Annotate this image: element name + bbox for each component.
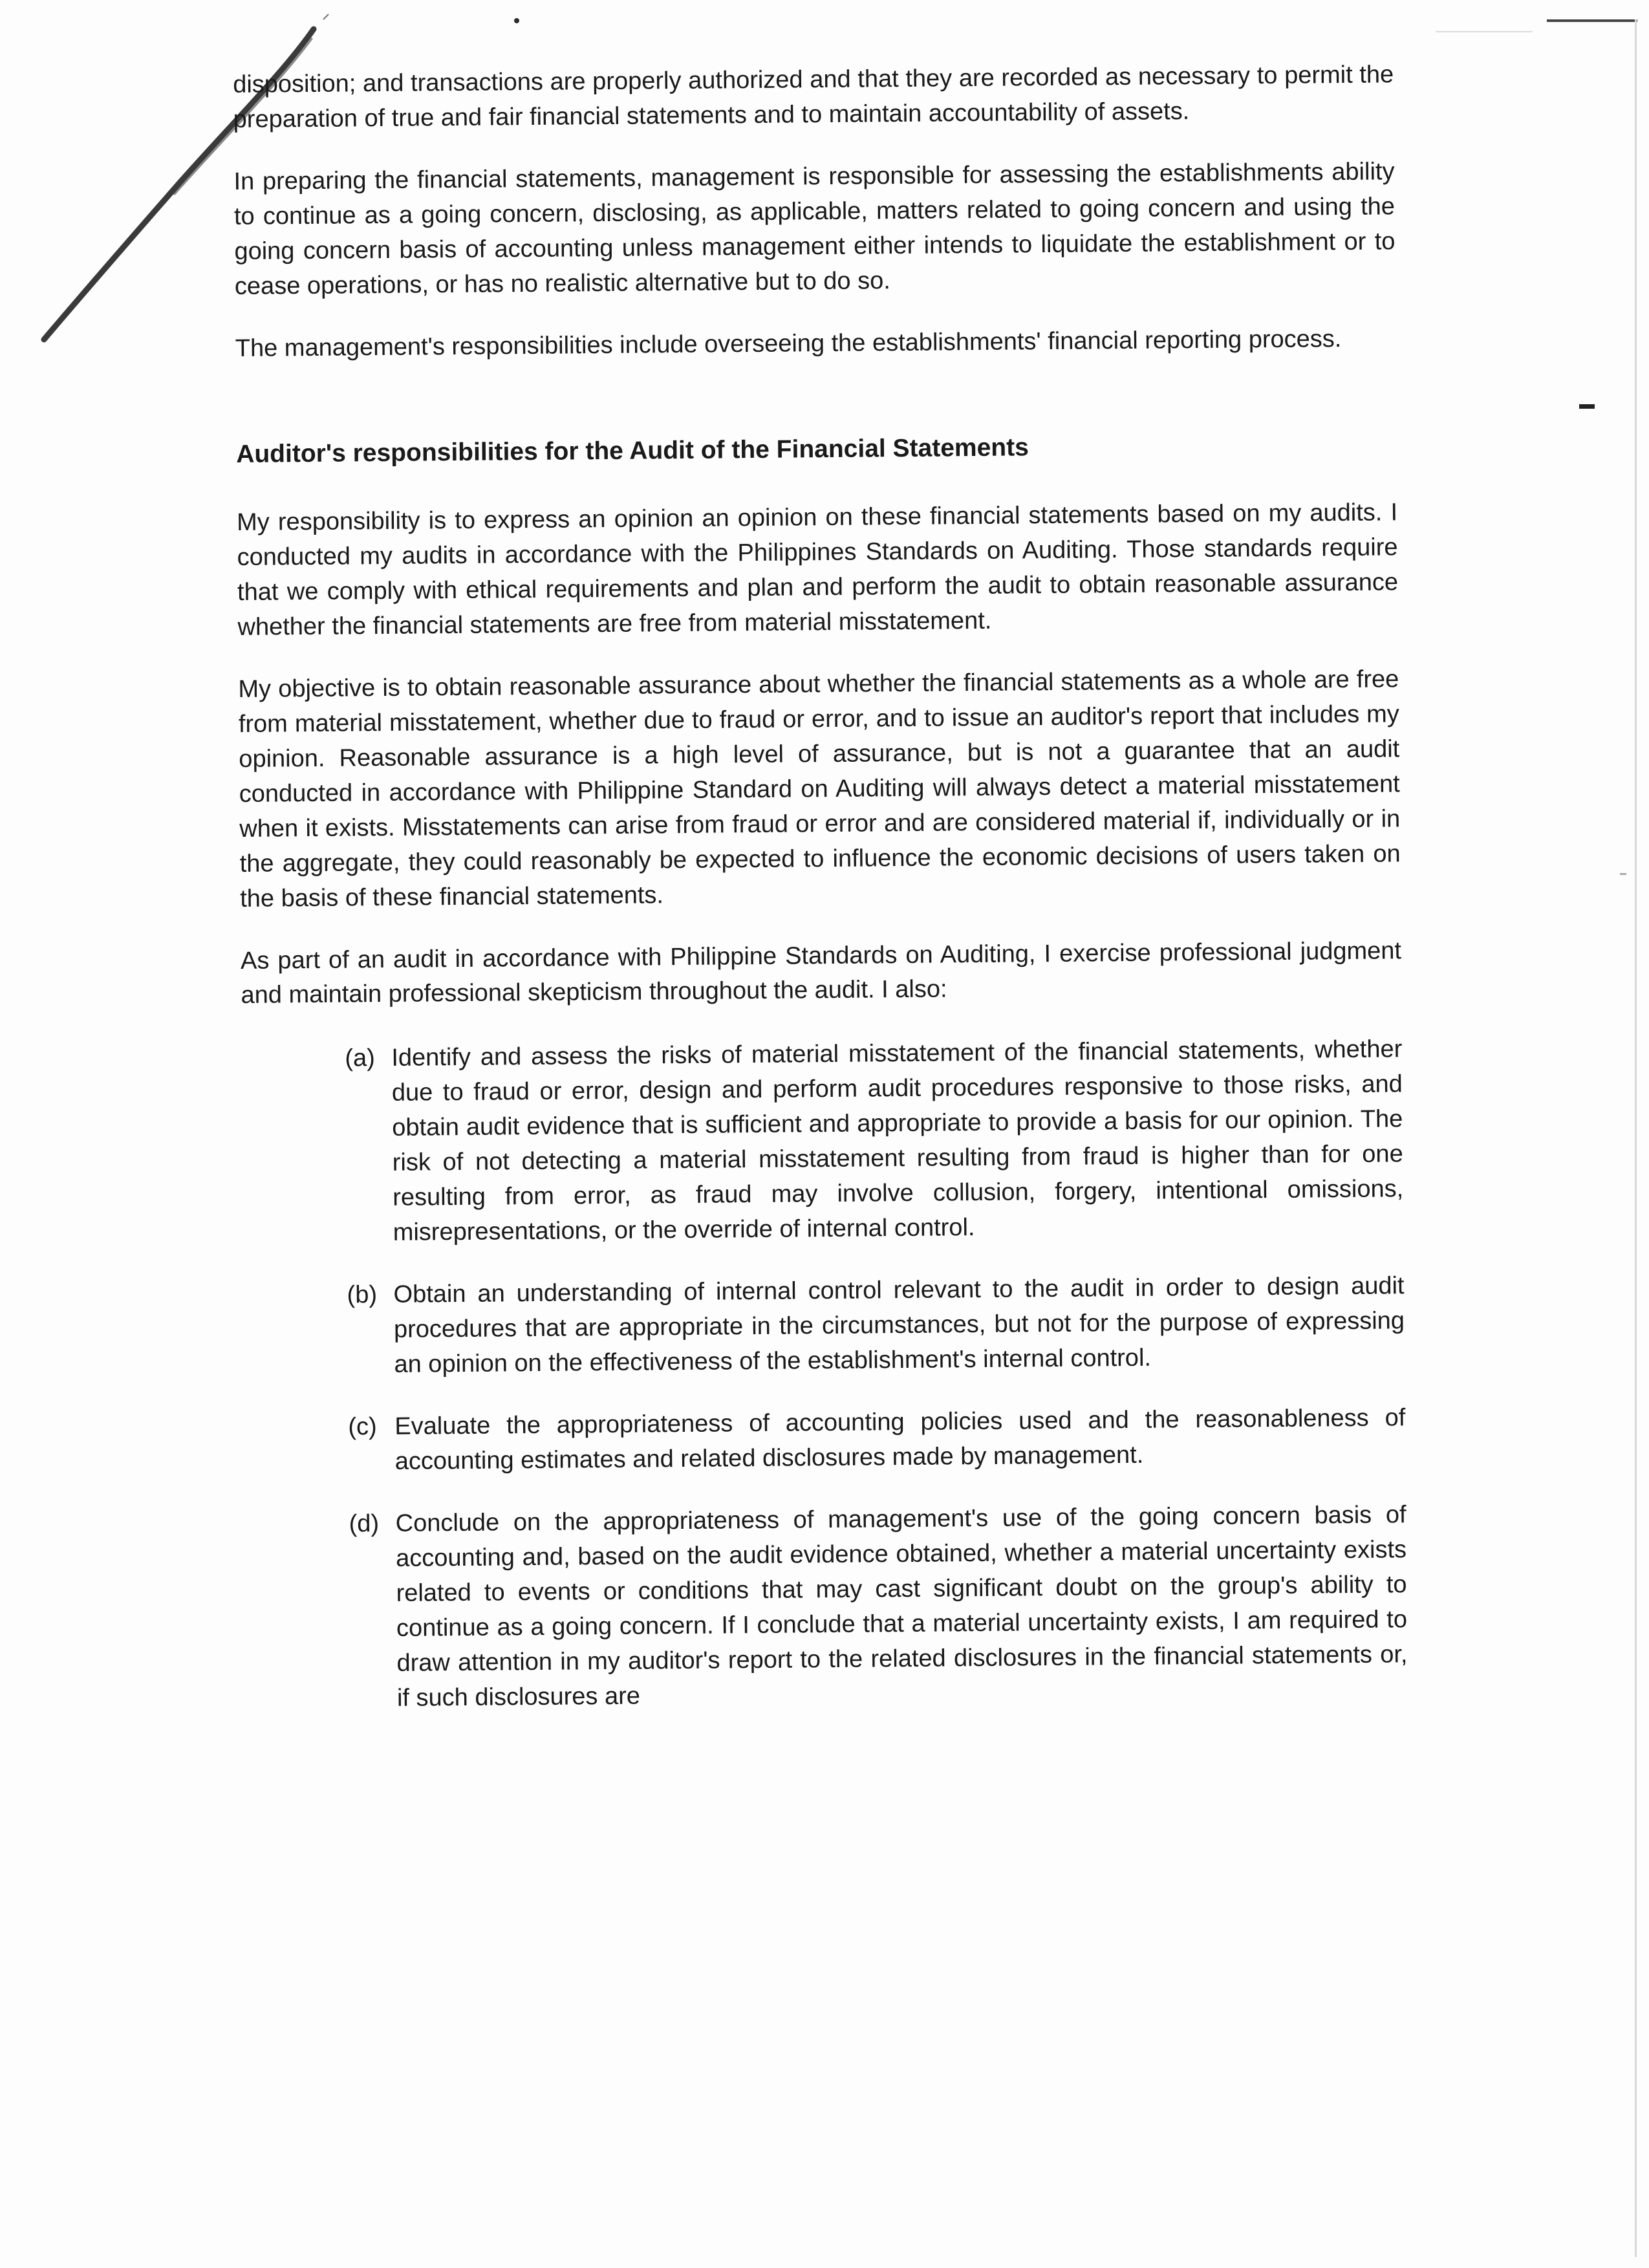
list-item-text: Obtain an understanding of internal control relevant to the audit in order to design audit procedures that are appropriate in the circumstances, but not for the purpose of expressing an opinion on the effectiveness of the establishment's internal control. — [393, 1272, 1405, 1378]
list-item-text: Conclude on the appropriateness of management's use of the going concern basis of accounting and, based on the audit evidence obtained, whether a material uncertainty exists related to events or conditions that may cast significant doubt on the group's ability to continue as a going concern. If I conclude that a material uncertainty exists, I am required to draw attention in my auditor's report to the related disclosures in the financial statements or, if such disclosures are — [395, 1501, 1408, 1712]
section-heading: Auditor's responsibilities for the Audit of the Financial Statements — [236, 433, 1029, 468]
list-item — [347, 1269, 1405, 1383]
paragraph-disposition: disposition; and transactions are properly authorized and that they are recorded as necessary to permit the preparation of true and fair financial statements and to maintain accountability of assets. — [233, 61, 1394, 133]
list-marker: (d) — [349, 1510, 380, 1538]
document-body — [233, 58, 1408, 1744]
list-item — [345, 1033, 1404, 1251]
audit-steps-list — [241, 1033, 1408, 1718]
list-item — [349, 1498, 1408, 1716]
paragraph-objective: My objective is to obtain reasonable assurance about whether the financial statements as a whole are free from material misstatement, whether due to fraud or error, and to issue an auditor's report that includes my opinion. Reasonable assurance is a high level of assurance, but is not a guarantee that an audit conducted in accordance with Philippine Standard on Auditing will always detect a material misstatement when it exists. Misstatements can arise from fraud or error and are considered material if, individually or in the aggregate, they could reasonably be expected to influence the economic decisions of users taken on the basis of these financial statements. — [238, 665, 1401, 913]
list-marker: (a) — [345, 1044, 376, 1072]
right-margin-speck — [1620, 873, 1626, 875]
paragraph-going-concern: In preparing the financial statements, management is responsible for assessing the establishments ability to continue as a going concern, disclosing, as applicable, matters related to going concern and using the going concern basis of accounting unless management either intends to liquidate the establishment or to cease operations, or has no realistic alternative but to do so. — [233, 158, 1396, 300]
list-marker: (c) — [348, 1413, 377, 1441]
top-right-faint-line — [1436, 31, 1533, 32]
right-margin-dash — [1579, 404, 1595, 409]
list-marker: (b) — [347, 1281, 378, 1309]
paragraph-audit-process: As part of an audit in accordance with Philippine Standards on Auditing, I exercise professional judgment and maintain professional skepticism throughout the audit. I also: — [240, 936, 1402, 1010]
paragraph-auditor-responsibility: My responsibility is to express an opinion an opinion on these financial statements based on my audits. I conducted my audits in accordance with the Philippines Standards on Auditing. Those standards require that we comply with ethical requirements and plan and perform the audit to obtain reasonable assurance whether the financial statements are free from material misstatement. — [236, 499, 1399, 641]
scan-speck — [514, 18, 519, 23]
paragraph-management-responsibilities: The management's responsibilities include overseeing the establishments' financial reporting process. — [235, 325, 1342, 362]
list-item-text: Evaluate the appropriateness of accounting policies used and the reasonableness of accounting estimates and related disclosures made by management. — [394, 1404, 1406, 1475]
list-item — [348, 1401, 1406, 1480]
right-edge-line — [1635, 19, 1637, 2257]
list-item-text: Identify and assess the risks of material misstatement of the financial statements, whether due to fraud or error, design and perform audit procedures responsive to those risks, and obtain audit evidence that is sufficient and appropriate to provide a basis for our opinion. The risk of not detecting a material misstatement resulting from fraud is higher than for one resulting from error, as fraud may involve collusion, forgery, intentional omissions, misrepresentations, or the override of internal control. — [391, 1035, 1404, 1247]
right-edge-rule — [1547, 19, 1637, 22]
